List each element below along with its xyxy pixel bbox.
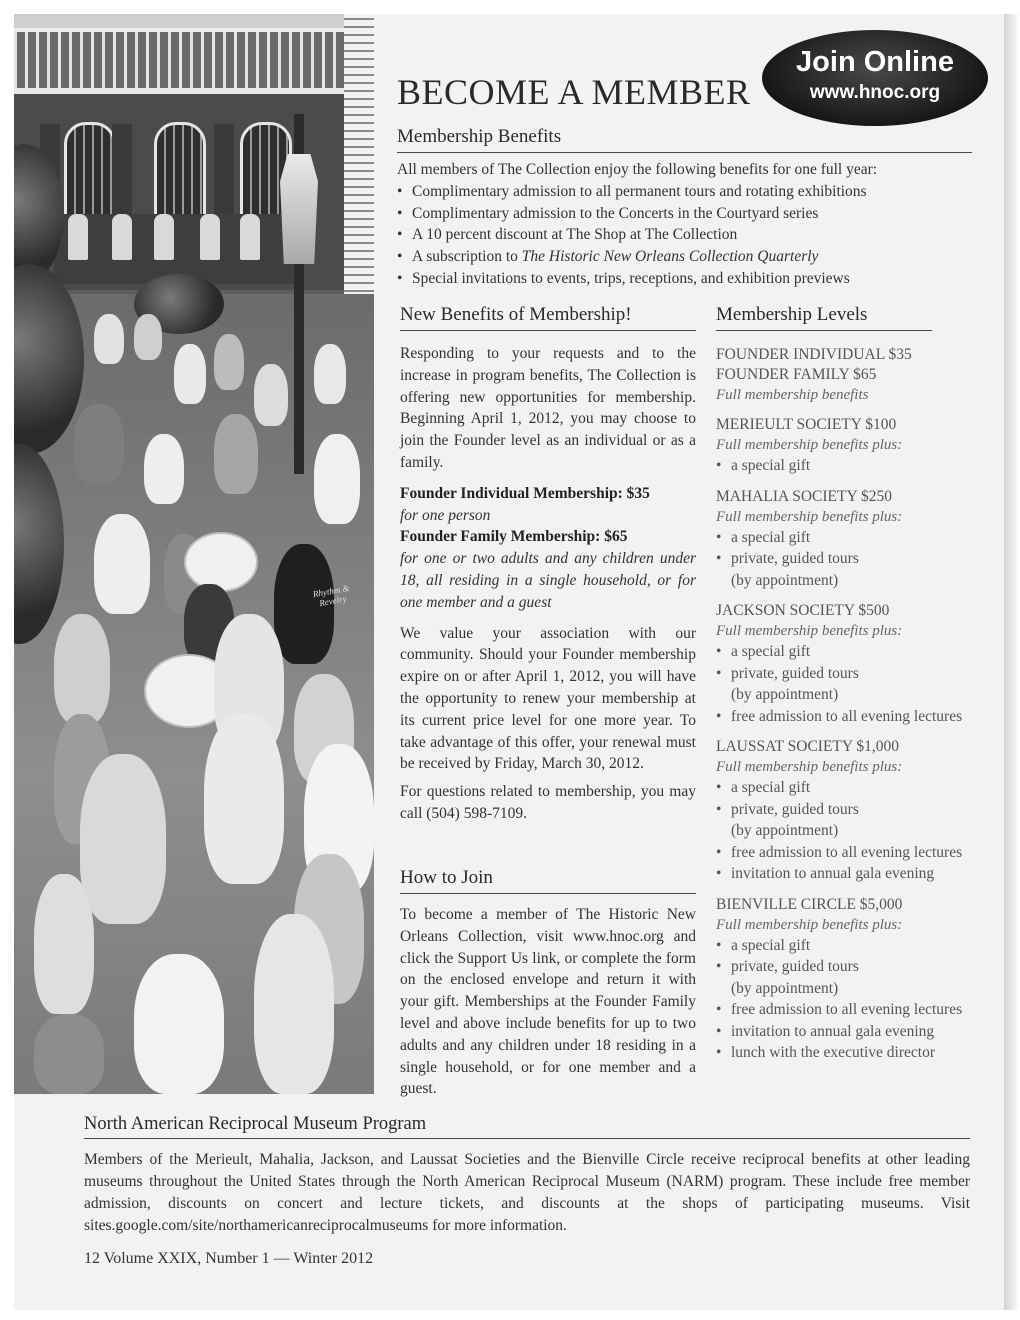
photo-shutter <box>112 124 132 224</box>
photo-musician <box>240 214 260 260</box>
founder-family-heading: Founder Family Membership: $65 <box>400 528 628 546</box>
level-founder-individual: FOUNDER INDIVIDUAL $35 <box>716 346 912 363</box>
level-jackson-name: JACKSON SOCIETY $500 <box>716 602 890 619</box>
level-benefit: • private, guided tours <box>716 799 986 821</box>
how-to-join-heading: How to Join <box>400 866 696 894</box>
level-benefit: • private, guided tours <box>716 956 986 978</box>
benefit-item: • Special invitations to events, trips, receptions, and exhibition previews <box>397 268 972 290</box>
level-jackson <box>716 601 986 727</box>
level-benefit-note: (by appointment) <box>731 979 839 997</box>
level-benefit: • free admission to all evening lectures <box>716 842 986 864</box>
renewal-paragraph: We value your association with our community. Should your Founder membership expire on or after April 1, 2012, you will have the opportunity to renew your membership at its current price level for one more year. To take advantage of this offer, your renewal must be received by Friday, March 30, 2012. <box>400 624 696 773</box>
level-benefit: • private, guided tours <box>716 548 986 570</box>
level-benefit: • a special gift <box>716 527 986 549</box>
founder-individual-note: for one person <box>400 506 491 524</box>
photo-musician <box>154 214 174 260</box>
photo-person <box>134 314 162 360</box>
join-online-url[interactable]: www.hnoc.org <box>809 82 941 103</box>
photo-musician <box>200 214 220 260</box>
level-benefit-note: (by appointment) <box>731 822 839 839</box>
level-benefit: • a special gift <box>716 777 986 799</box>
level-plus-note: Full membership benefits plus: <box>716 623 903 639</box>
narm-paragraph: Members of the Merieult, Mahalia, Jackson, and Laussat Societies and the Bienville Circle receive reciprocal benefits at other leading museums throughout the United States through the North American Reciprocal Museum (NARM) program. These include free member admission, discounts on concert and lecture tickets, and discounts at the shops of participating museums. Visit sites.google.com/site/northamericanreciprocalmuseums for more information. <box>84 1151 970 1234</box>
new-benefits-paragraph: Responding to your requests and to the increase in program benefits, The Collection is offering new opportunities for membership. Beginning April 1, 2012, you may choose to join the Founder level as an individual or as a family. <box>400 345 696 471</box>
photo-person <box>94 314 124 364</box>
photo-lantern <box>280 154 318 264</box>
level-bienville-name: BIENVILLE CIRCLE $5,000 <box>716 895 903 913</box>
photo-person <box>144 434 184 504</box>
level-benefit: • a special gift <box>716 455 986 477</box>
membership-benefits-list <box>397 181 972 290</box>
level-laussat-name: LAUSSAT SOCIETY $1,000 <box>716 738 900 755</box>
level-plus-note: Full membership benefits plus: <box>716 759 903 775</box>
photo-tshirt-text: Rhythm & Revelry <box>312 582 351 609</box>
level-mahalia-name: MAHALIA SOCIETY $250 <box>716 487 892 505</box>
photo-person <box>254 914 334 1094</box>
join-online-label[interactable]: Join Online <box>796 46 954 78</box>
how-to-join-section <box>400 866 696 1100</box>
membership-benefits-heading: Membership Benefits <box>397 125 972 153</box>
photo-cocktail-table <box>184 532 258 592</box>
how-to-join-text: To become a member of The Historic New Orleans Collection, visit www.hnoc.org and click the Support Us link, or complete the form on the enclosed envelope and return it with your gift. Memberships at the Founder Family level and above include benefits for up to two adults and any children under 18 residing in a single household, or for one member and a guest. <box>400 906 696 1098</box>
photo-person <box>214 414 258 494</box>
new-benefits-heading: New Benefits of Membership! <box>400 303 696 331</box>
level-founder-family: FOUNDER FAMILY $65 <box>716 366 877 383</box>
benefit-item: • Complimentary admission to all permanent tours and rotating exhibitions <box>397 181 972 203</box>
courtyard-photo <box>14 14 374 1094</box>
contact-paragraph: For questions related to membership, you may call (504) 598-7109. <box>400 783 696 822</box>
photo-person <box>214 334 244 390</box>
level-merieult-name: MERIEULT SOCIETY $100 <box>716 416 897 433</box>
level-plus-note: Full membership benefits plus: <box>716 916 903 933</box>
level-benefit: • a special gift <box>716 641 986 663</box>
level-benefit: • invitation to annual gala evening <box>716 863 986 885</box>
level-merieult <box>716 415 986 477</box>
level-plus-note: Full membership benefits plus: <box>716 437 903 453</box>
level-benefit: • free admission to all evening lectures <box>716 706 986 728</box>
photo-person <box>54 614 110 724</box>
page-title: BECOME A MEMBER <box>397 72 751 112</box>
level-benefit-note: (by appointment) <box>731 571 839 589</box>
photo-person <box>134 954 224 1094</box>
level-plus-note: Full membership benefits plus: <box>716 508 903 525</box>
level-founder <box>716 345 986 405</box>
photo-column <box>344 14 374 314</box>
photo-person <box>74 404 124 484</box>
new-benefits-section <box>400 303 696 825</box>
level-benefit: • private, guided tours <box>716 663 986 685</box>
page-footer: 12 Volume XXIX, Number 1 — Winter 2012 <box>84 1250 374 1267</box>
benefit-item-subscription <box>397 246 972 268</box>
photo-person <box>174 344 206 404</box>
benefit-item: • A 10 percent discount at The Shop at The Collection <box>397 224 972 246</box>
photo-person <box>314 344 346 404</box>
photo-person <box>314 434 360 524</box>
membership-levels-section <box>716 303 986 1074</box>
subscription-prefix: A subscription to <box>412 248 522 266</box>
level-benefit: • a special gift <box>716 935 986 957</box>
photo-musician <box>68 214 88 260</box>
photo-window <box>154 122 206 220</box>
level-benefit: • free admission to all evening lectures <box>716 999 986 1021</box>
level-benefit: • lunch with the executive director <box>716 1042 986 1064</box>
photo-person <box>204 714 284 884</box>
level-founder-note: Full membership benefits <box>716 387 869 403</box>
membership-benefits-section <box>397 125 972 290</box>
level-mahalia <box>716 487 986 592</box>
photo-balcony-railing <box>14 28 350 94</box>
quarterly-title: The Historic New Orleans Collection Quarterly <box>521 248 819 266</box>
level-laussat <box>716 737 986 885</box>
narm-heading: North American Reciprocal Museum Program <box>84 1112 970 1139</box>
photo-person <box>254 364 288 426</box>
membership-levels-heading: Membership Levels <box>716 303 932 331</box>
photo-person <box>94 514 150 614</box>
photo-person <box>34 1014 104 1094</box>
membership-benefits-intro: All members of The Collection enjoy the following benefits for one full year: <box>397 161 878 178</box>
photo-person <box>80 754 166 924</box>
level-bienville <box>716 895 986 1064</box>
photo-window <box>64 122 116 220</box>
join-online-badge[interactable] <box>762 30 988 126</box>
level-benefit: • invitation to annual gala evening <box>716 1021 986 1043</box>
founder-individual-heading: Founder Individual Membership: $35 <box>400 484 650 502</box>
photo-person <box>34 874 94 1014</box>
page-binding-shadow <box>1004 14 1020 1310</box>
benefit-item: • Complimentary admission to the Concerts in the Courtyard series <box>397 203 972 225</box>
level-benefit-note: (by appointment) <box>731 686 839 703</box>
founder-family-note: for one or two adults and any children under 18, all residing in a single household, or for one member and a guest <box>400 550 696 611</box>
photo-musician <box>112 214 132 260</box>
photo-shutter <box>214 124 234 224</box>
